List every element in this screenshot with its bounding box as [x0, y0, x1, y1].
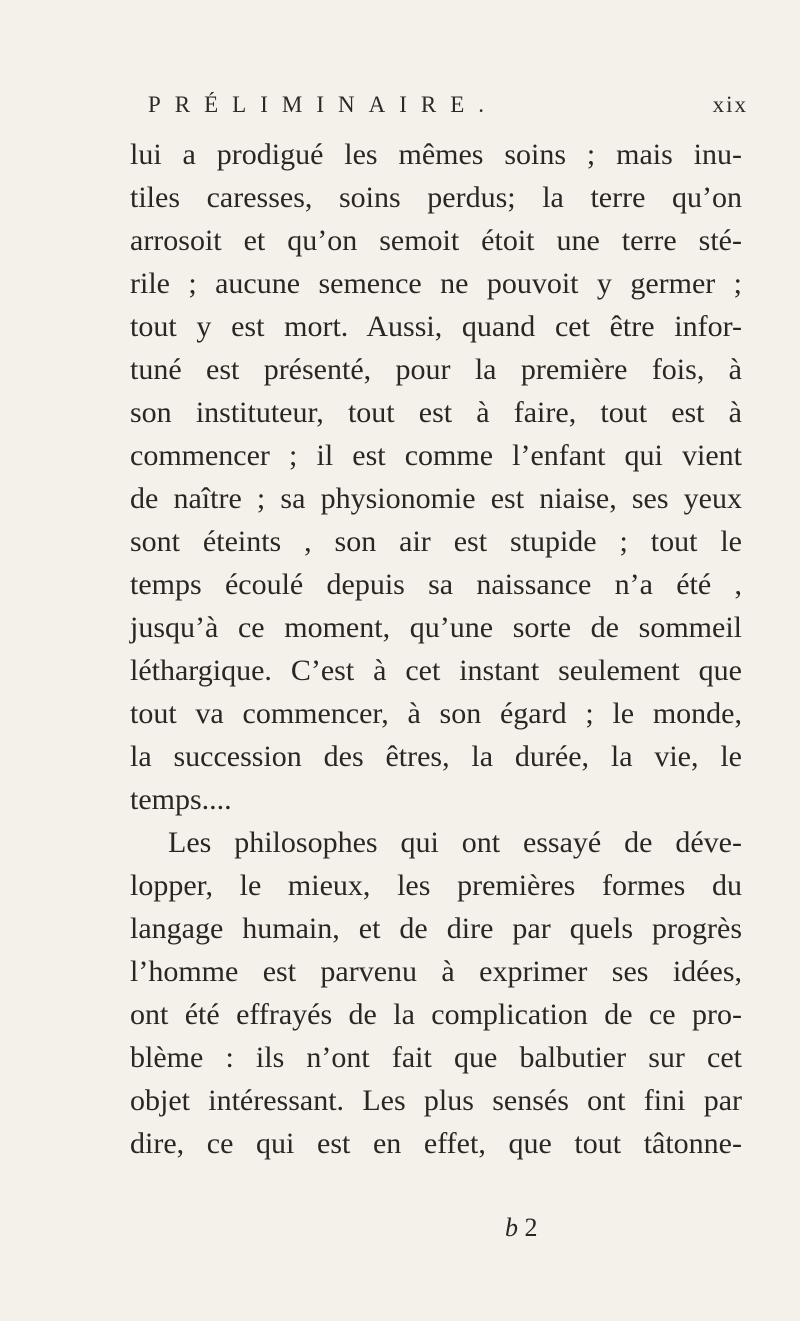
page-number: xix — [712, 92, 748, 117]
text-line: tout va commencer, à son égard ; le monde, — [130, 697, 742, 730]
text-line: blème : ils n’ont fait que balbutier sur cet — [130, 1041, 742, 1074]
page-header — [148, 92, 748, 132]
text-line: objet intéressant. Les plus sensés ont fini par — [130, 1084, 742, 1117]
signature-mark — [505, 1213, 538, 1243]
body-text — [130, 133, 742, 1165]
text-line: de naître ; sa physionomie est niaise, ses yeux — [130, 482, 742, 515]
text-line: son instituteur, tout est à faire, tout est à — [130, 396, 742, 429]
text-line: ont été effrayés de la complication de ce pro- — [130, 998, 742, 1031]
signature-number: 2 — [524, 1213, 538, 1242]
text-line: léthargique. C’est à cet instant seulement que — [130, 654, 742, 687]
paragraph-end-line: temps.... — [130, 783, 232, 816]
text-line: temps écoulé depuis sa naissance n’a été , — [130, 568, 742, 601]
text-line: arrosoit et qu’on semoit étoit une terre sté- — [130, 224, 742, 257]
text-line: lui a prodigué les mêmes soins ; mais inu- — [130, 138, 742, 171]
text-line: lopper, le mieux, les premières formes du — [130, 869, 742, 902]
text-line: tout y est mort. Aussi, quand cet être infor- — [130, 310, 742, 343]
text-line: langage humain, et de dire par quels progrès — [130, 912, 742, 945]
text-line: commencer ; il est comme l’enfant qui vient — [130, 439, 742, 472]
running-head: PRÉLIMINAIRE. — [148, 92, 499, 117]
paragraph-start-line: Les philosophes qui ont essayé de déve- — [168, 826, 742, 859]
text-line: tuné est présenté, pour la première fois, à — [130, 353, 742, 386]
text-line: dire, ce qui est en effet, que tout tâtonne- — [130, 1127, 742, 1160]
text-line: jusqu’à ce moment, qu’une sorte de sommeil — [130, 611, 742, 644]
text-line: la succession des êtres, la durée, la vie, le — [130, 740, 742, 773]
text-line: sont éteints , son air est stupide ; tout le — [130, 525, 742, 558]
text-line: l’homme est parvenu à exprimer ses idées, — [130, 955, 742, 988]
text-line: tiles caresses, soins perdus; la terre qu’on — [130, 181, 742, 214]
signature-letter: b — [505, 1213, 518, 1242]
text-line: rile ; aucune semence ne pouvoit y germer ; — [130, 267, 742, 300]
